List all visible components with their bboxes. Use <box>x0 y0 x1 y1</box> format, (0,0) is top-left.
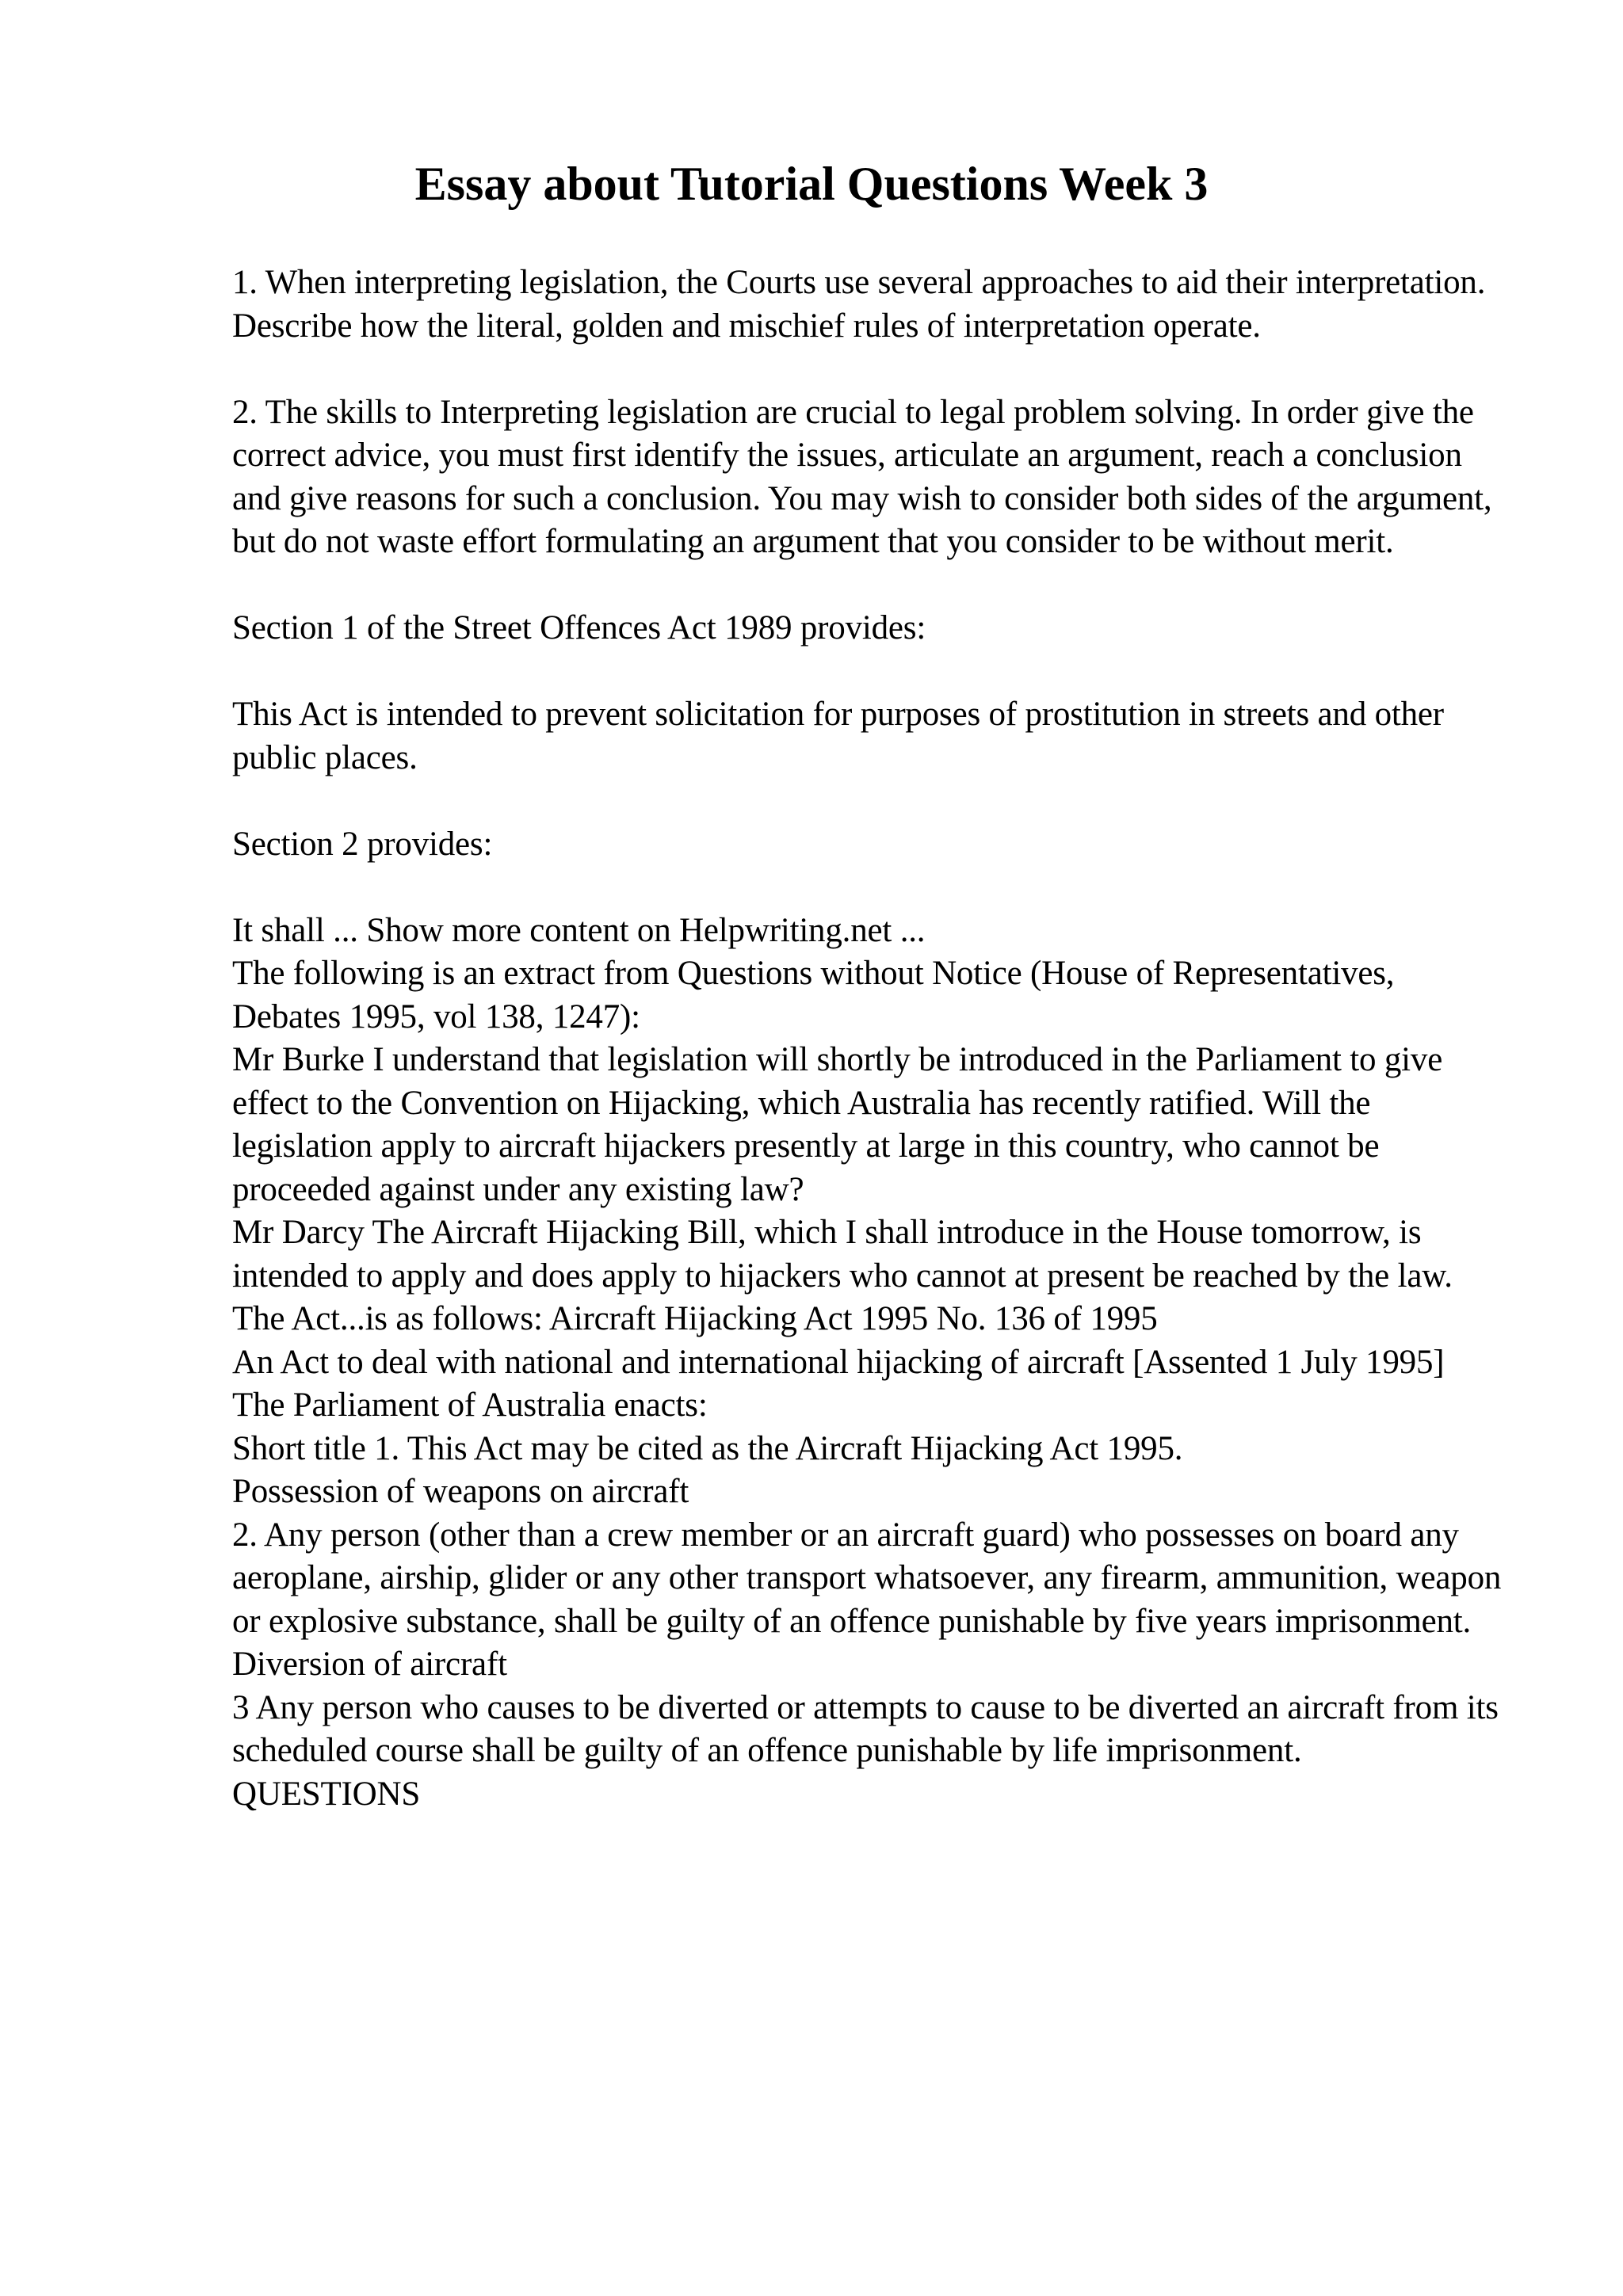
diversion-heading: Diversion of aircraft <box>232 1646 507 1683</box>
enactment-line: The Parliament of Australia enacts: <box>232 1386 708 1424</box>
mr-burke-question: Mr Burke I understand that legislation will shortly be introduced in the Parliament to give effect to the Convention on Hijacking, which Australia has recently ratified. Will the legislation apply to aircraft hijackers presently at large in this country, who cannot be proceeded against under any existing law? <box>232 1041 1443 1208</box>
extract-block <box>232 910 1504 1817</box>
act-description-line: An Act to deal with national and international hijacking of aircraft [Assented 1 July 1995] <box>232 1343 1445 1381</box>
section-2-heading: Section 2 provides: <box>232 825 493 863</box>
mr-darcy-answer: Mr Darcy The Aircraft Hijacking Bill, which I shall introduce in the House tomorrow, is intended to apply and does apply to hijackers who cannot at present be reached by the law. <box>232 1214 1453 1295</box>
diversion-section: 3 Any person who causes to be diverted or attempts to cause to be diverted an aircraft from its scheduled course shall be guilty of an offence punishable by life imprisonment. <box>232 1688 1499 1769</box>
section-1-text: This Act is intended to prevent solicitation for purposes of prostitution in streets and other public places. <box>232 696 1444 776</box>
short-title-line: Short title 1. This Act may be cited as the Aircraft Hijacking Act 1995. <box>232 1429 1183 1467</box>
show-more-line: It shall ... Show more content on Helpwriting.net ... <box>232 911 926 949</box>
question-1-paragraph: 1. When interpreting legislation, the Courts use several approaches to aid their interpretation. Describe how the literal, golden and mischief rules of interpretation operate. <box>232 264 1486 345</box>
act-heading-line: The Act...is as follows: Aircraft Hijacking Act 1995 No. 136 of 1995 <box>232 1300 1158 1337</box>
possession-section: 2. Any person (other than a crew member or an aircraft guard) who possesses on board any aeroplane, airship, glider or any other transport whatsoever, any firearm, ammunition, weapon or explosive substance, shall be guilty of an offence punishable by five years imprisonment. <box>232 1516 1502 1640</box>
possession-heading: Possession of weapons on aircraft <box>232 1473 689 1510</box>
section-1-heading: Section 1 of the Street Offences Act 1989 provides: <box>232 609 926 646</box>
extract-intro-line: The following is an extract from Questions without Notice (House of Representatives, Debates 1995, vol 138, 1247): <box>232 955 1395 1035</box>
questions-heading: QUESTIONS <box>232 1775 421 1813</box>
question-2-paragraph: 2. The skills to Interpreting legislation are crucial to legal problem solving. In order give the correct advice, you must first identify the issues, articulate an argument, reach a conclusion and give reasons for such a conclusion. You may wish to consider both sides of the argument, but do not waste effort formulating an argument that you consider to be without merit. <box>232 393 1492 560</box>
document-title: Essay about Tutorial Questions Week 3 <box>414 158 1209 210</box>
document-body <box>232 261 1504 1816</box>
